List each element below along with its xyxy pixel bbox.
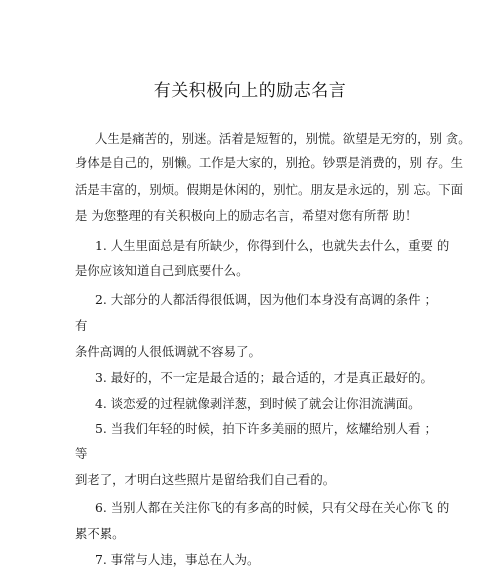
intro-line: 活是丰富的，别烦。假期是休闲的，别忙。朋友是永远的，别 忘。下面 bbox=[75, 182, 464, 197]
intro-line: 是 为您整理的有关积极向上的励志名言，希望对您有所帮 助！ bbox=[75, 208, 418, 223]
quote-line: 4. 谈恋爱的过程就像剥洋葱，到时候了就会让你泪流满面。 bbox=[95, 396, 421, 411]
quote-line: 有 bbox=[75, 318, 88, 333]
document-title: 有关积极向上的励志名言 bbox=[153, 81, 347, 101]
quote-line: 累不累。 bbox=[75, 526, 125, 541]
intro-line: 身体是自己的，别懒。工作是大家的，别抢。钞票是消费的，别 存。生 bbox=[75, 155, 464, 170]
quote-line: 条件高调的人很低调就不容易了。 bbox=[75, 344, 261, 359]
quote-line: 是你应该知道自己到底要什么。 bbox=[75, 263, 249, 278]
quote-line: 5. 当我们年轻的时候，拍下许多美丽的照片，炫耀给别人看 ； bbox=[95, 421, 437, 436]
quote-line: 3. 最好的，不一定是最合适的；最合适的，才是真正最好的。 bbox=[95, 370, 433, 385]
quote-line: 7. 事常与人违，事总在人为。 bbox=[95, 552, 260, 567]
quote-line: 2. 大部分的人都活得很低调，因为他们本身没有高调的条件 ； bbox=[95, 292, 437, 307]
quote-line: 等 bbox=[75, 446, 88, 461]
intro-line: 人生是痛苦的，别迷。活着是短暂的，别慌。欲望是无穷的，别 贪。 bbox=[95, 131, 471, 146]
quote-line: 到老了，才明白这些照片是留给我们自己看的。 bbox=[75, 472, 336, 487]
quote-line: 1. 人生里面总是有所缺少，你得到什么，也就失去什么，重要 的 bbox=[95, 238, 450, 253]
quote-line: 6. 当别人都在关注你飞的有多高的时候，只有父母在关心你飞 的 bbox=[95, 500, 450, 515]
